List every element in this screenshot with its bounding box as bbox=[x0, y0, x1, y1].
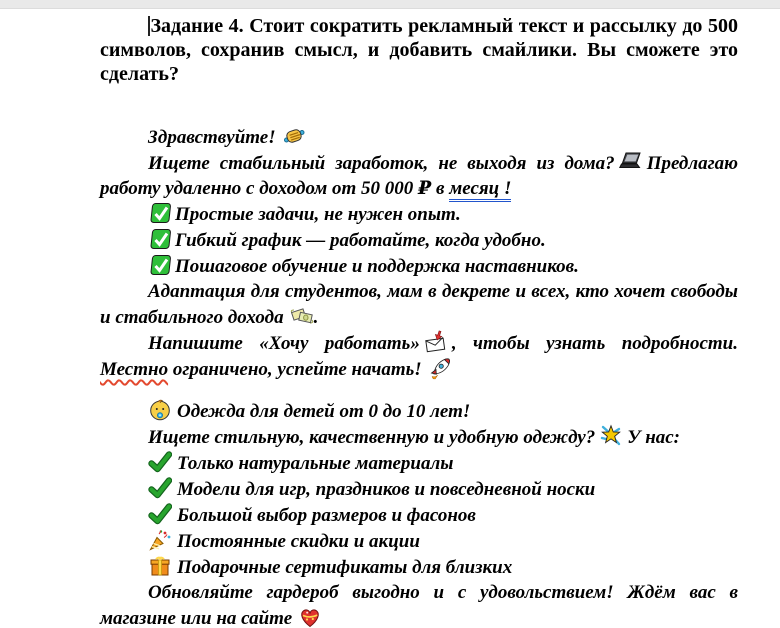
ad-line-closing2 bbox=[100, 605, 738, 628]
ad-line-adapt2 bbox=[100, 304, 738, 330]
bullet-text: Простые задачи, не нужен опыт. bbox=[175, 204, 461, 225]
spell-check-underline: Местно bbox=[100, 359, 169, 380]
greeting-text: Здравствуйте! bbox=[148, 127, 276, 148]
rocket-icon bbox=[428, 356, 452, 380]
money-wings-icon bbox=[290, 304, 314, 328]
ad-line-greeting bbox=[100, 124, 738, 150]
task-text: сделать? bbox=[100, 63, 179, 85]
baby-icon bbox=[148, 398, 172, 422]
feature-text: Большой выбор размеров и фасонов bbox=[177, 505, 476, 526]
text-cursor bbox=[148, 16, 150, 36]
write-text: , чтобы узнать подробности. bbox=[451, 333, 738, 354]
question-text: Ищете стильную, качественную и удобную одежду? bbox=[148, 427, 596, 448]
wave-icon bbox=[282, 124, 306, 148]
feature-text: Постоянные скидки и акции bbox=[177, 531, 420, 552]
ad-line-feature bbox=[100, 476, 738, 502]
question-text: У нас: bbox=[627, 427, 680, 448]
task-line bbox=[100, 62, 738, 86]
adapt-text: . bbox=[313, 307, 319, 328]
ad-line-closing bbox=[100, 580, 738, 605]
check-mark-icon bbox=[148, 450, 172, 474]
grammar-underline: месяц ! bbox=[449, 178, 511, 202]
ad-line-feature bbox=[100, 502, 738, 528]
ad-line-feature bbox=[100, 528, 738, 554]
feature-text: Только натуральные материалы bbox=[177, 453, 454, 474]
feature-text: Модели для игр, праздников и повседневной носки bbox=[177, 479, 596, 500]
task-line bbox=[100, 38, 738, 62]
laptop-icon bbox=[619, 150, 643, 174]
write-text: Напишите «Хочу работать» bbox=[148, 333, 420, 354]
app-edge-strip bbox=[0, 0, 780, 9]
closing-text: магазине или на сайте bbox=[100, 608, 293, 628]
ad-line-limited bbox=[100, 356, 738, 382]
seek-text: Предлагаю bbox=[646, 153, 738, 174]
paragraph-spacer bbox=[100, 86, 738, 124]
ad-clothes-paragraph bbox=[100, 398, 738, 628]
ad-line-feature bbox=[100, 554, 738, 580]
ad-line-write bbox=[100, 330, 738, 356]
check-mark-icon bbox=[148, 502, 172, 526]
ad-line-income bbox=[100, 176, 738, 201]
ad-line-title bbox=[100, 398, 738, 424]
task-text: символов, сохранив смысл, и добавить смайлики. Вы сможете это bbox=[100, 39, 738, 61]
income-text: работу удаленно с доходом от 50 000 ₽ в bbox=[100, 178, 445, 199]
check-box-icon bbox=[148, 201, 172, 225]
task-text: Задание 4. Стоит сократить рекламный текст и рассылку до 500 bbox=[150, 15, 738, 37]
ad-line-question bbox=[100, 424, 738, 450]
adapt-text: Адаптация для студентов, мам в декрете и всех, кто хочет свободы bbox=[148, 281, 738, 302]
seek-text: Ищете стабильный заработок, не выходя из дома? bbox=[148, 153, 615, 174]
title-text: Одежда для детей от 0 до 10 лет! bbox=[177, 401, 471, 422]
feature-text: Подарочные сертификаты для близких bbox=[177, 557, 513, 578]
task-paragraph bbox=[100, 14, 738, 86]
bullet-text: Пошаговое обучение и поддержка наставников. bbox=[175, 256, 579, 277]
ad-job-paragraph bbox=[100, 124, 738, 382]
heart-ribbon-icon bbox=[298, 605, 322, 628]
ad-line-seek bbox=[100, 150, 738, 176]
party-popper-icon bbox=[148, 528, 172, 552]
closing-text: Обновляйте гардероб выгодно и с удовольствием! Ждём вас в bbox=[148, 582, 738, 603]
check-box-icon bbox=[148, 253, 172, 277]
ad-line-adapt bbox=[100, 279, 738, 304]
task-line bbox=[100, 14, 738, 38]
ad-line-bullet bbox=[100, 227, 738, 253]
check-box-icon bbox=[148, 227, 172, 251]
adapt-text: и стабильного дохода bbox=[100, 307, 284, 328]
check-mark-icon bbox=[148, 476, 172, 500]
paragraph-spacer bbox=[100, 382, 738, 398]
document-content bbox=[0, 9, 780, 628]
glowing-star-icon bbox=[599, 424, 623, 448]
ad-line-feature bbox=[100, 450, 738, 476]
bullet-text: Гибкий график — работайте, когда удобно. bbox=[175, 230, 546, 251]
incoming-envelope-icon bbox=[424, 330, 448, 354]
ad-line-bullet bbox=[100, 201, 738, 227]
gift-icon bbox=[148, 554, 172, 578]
ad-line-bullet bbox=[100, 253, 738, 279]
limited-text: ограничено, успейте начать! bbox=[172, 359, 422, 380]
